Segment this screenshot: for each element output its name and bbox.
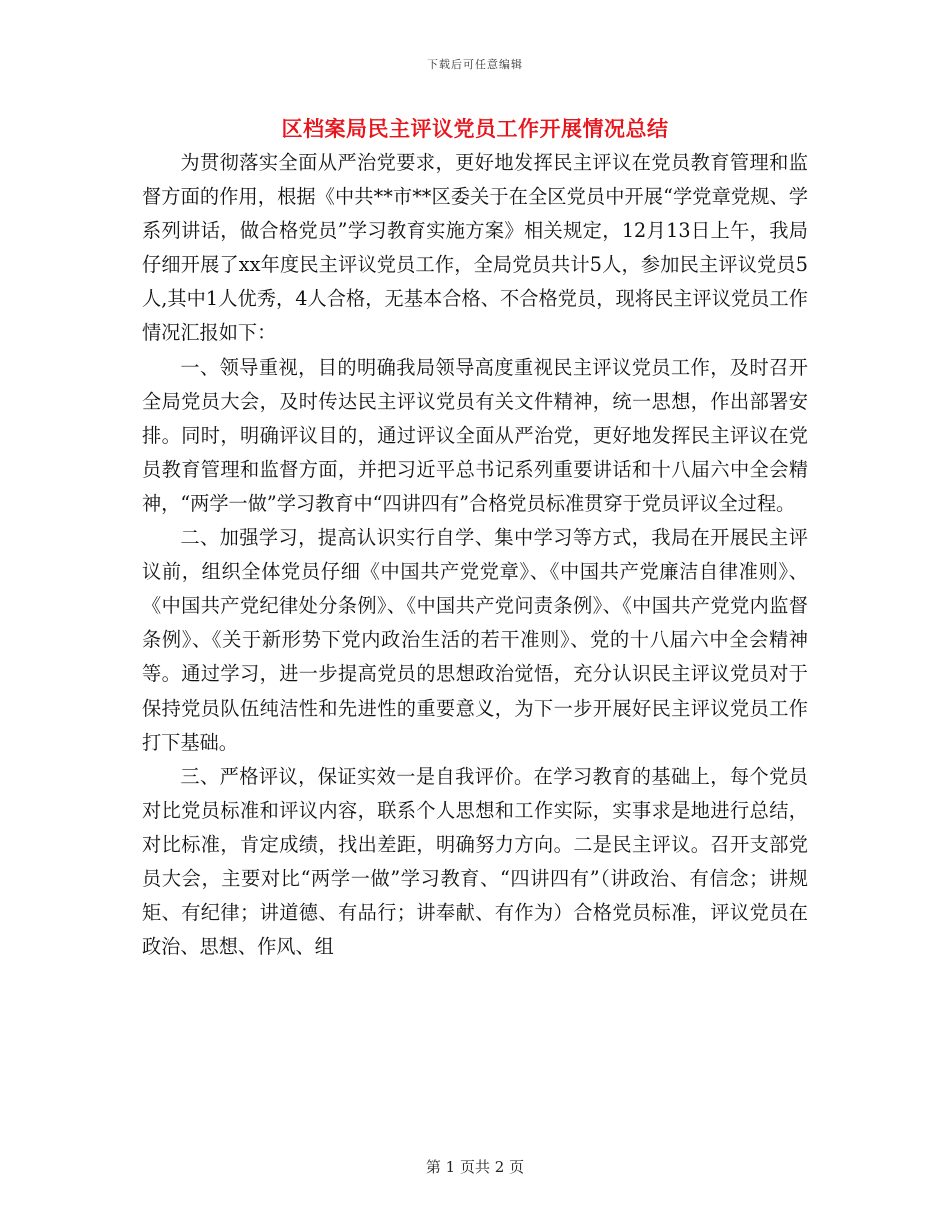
document-body (142, 146, 808, 964)
header-note: 下载后可任意编辑 (427, 58, 523, 71)
paragraph-section-2: 二、加强学习，提高认识实行自学、集中学习等方式，我局在开展民主评议前，组织全体党员仔细《中国共产党党章》、《中国共产党廉洁自律准则》、《中国共产党纪律处分条例》、《中国共产党问责条例》、《中国共产党党内监督条例》、《关于新形势下党内政治生活的若干准则》、党的十八届六中全会精神等。通过学习，进一步提高党员的思想政治觉悟，充分认识民主评议党员对于保持党员队伍纯洁性和先进性的重要意义，为下一步开展好民主评议党员工作打下基础。 (142, 526, 808, 754)
document-title: 区档案局民主评议党员工作开展情况总结 (281, 116, 669, 141)
paragraph-section-3: 三、严格评议，保证实效一是自我评价。在学习教育的基础上，每个党员对比党员标准和评议内容，联系个人思想和工作实际，实事求是地进行总结，对比标准，肯定成绩，找出差距，明确努力方向。二是民主评议。召开支部党员大会，主要对比“两学一做”学习教育、“四讲四有”（讲政治、有信念；讲规矩、有纪律；讲道德、有品行；讲奉献、有作为）合格党员标准，评议党员在政治、思想、作风、组 (142, 764, 808, 959)
page-indicator: 第 1 页共 2 页 (425, 1158, 525, 1176)
paragraph-section-1: 一、领导重视，目的明确我局领导高度重视民主评议党员工作，及时召开全局党员大会，及时传达民主评议党员有关文件精神，统一思想，作出部署安排。同时，明确评议目的，通过评议全面从严治党，更好地发挥民主评议在党员教育管理和监督方面，并把习近平总书记系列重要讲话和十八届六中全会精神，“两学一做”学习教育中“四讲四有”合格党员标准贯穿于党员评议全过程。 (142, 355, 808, 515)
paragraph-intro: 为贯彻落实全面从严治党要求，更好地发挥民主评议在党员教育管理和监督方面的作用，根据《中共**市**区委关于在全区党员中开展“学党章党规、学系列讲话，做合格党员”学习教育实施方案》相关规定，12月13日上午，我局仔细开展了xx年度民主评议党员工作，全局党员共计5人，参加民主评议党员5人,其中1人优秀，4人合格，无基本合格、不合格党员，现将民主评议党员工作情况汇报如下： (142, 151, 808, 345)
